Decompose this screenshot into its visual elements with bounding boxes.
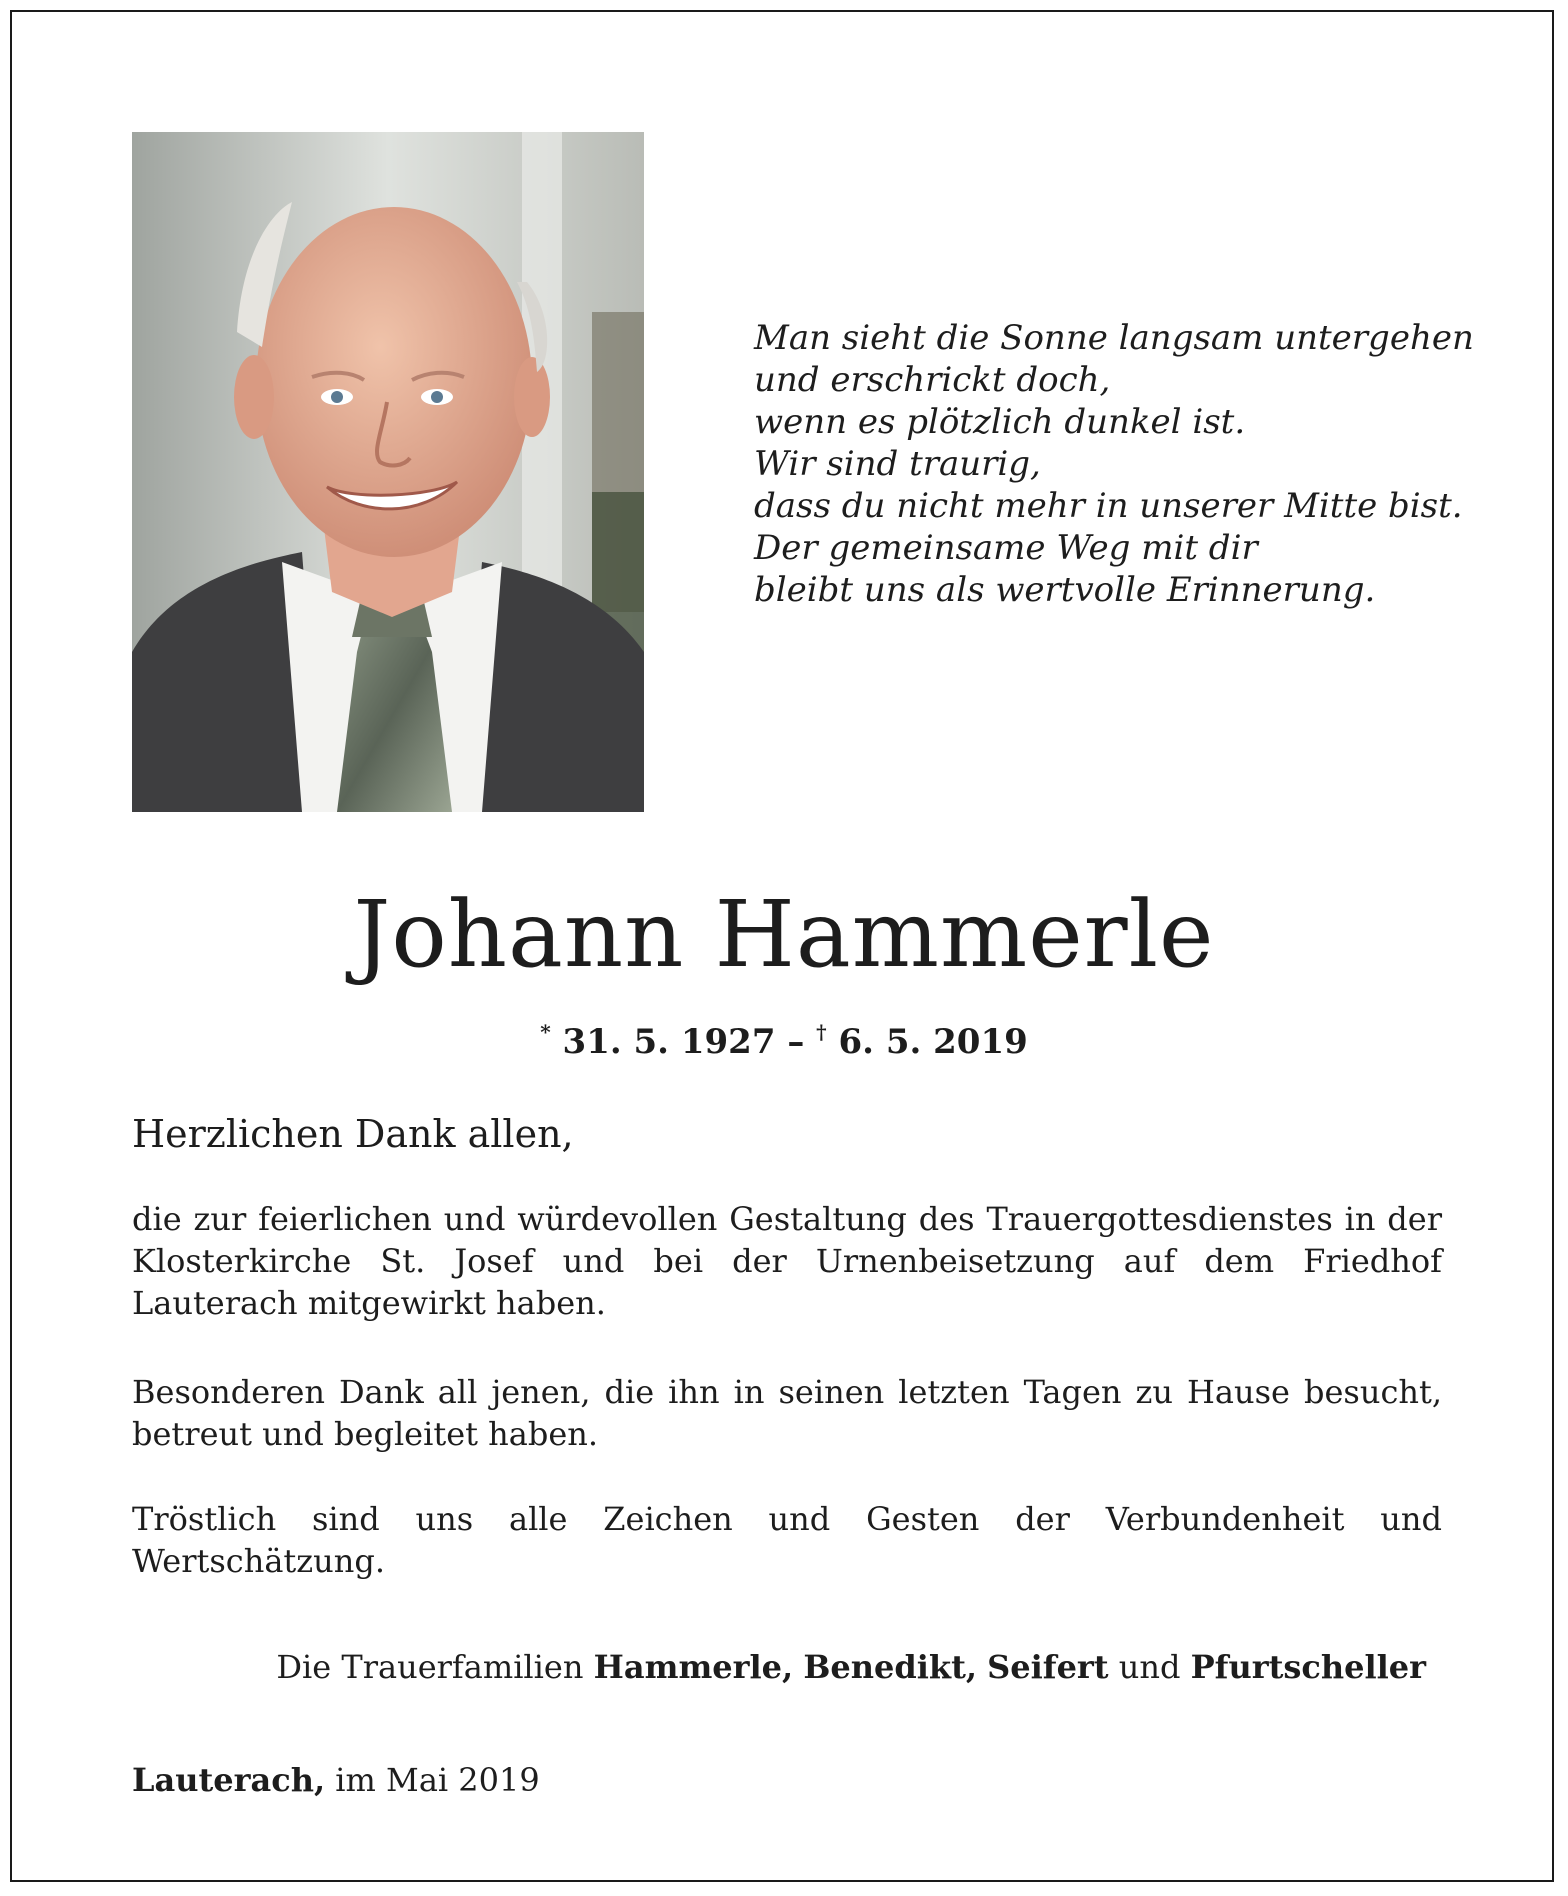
place-date xyxy=(132,1758,540,1802)
poem-line: dass du nicht mehr in unserer Mitte bist. xyxy=(754,486,1463,526)
thanks-paragraph-gestures: Tröstlich sind uns alle Zeichen und Gesten der Verbundenheit und Wertschätzung. xyxy=(132,1500,1442,1580)
poem-line: bleibt uns als wertvolle Erinnerung. xyxy=(754,570,1376,610)
family-name: Pfurtscheller xyxy=(1190,1648,1426,1686)
poem-line: Man sieht die Sonne langsam untergehen xyxy=(754,318,1474,358)
deceased-name: Johann Hammerle xyxy=(353,881,1215,988)
greeting: Herzlichen Dank allen, xyxy=(132,1112,574,1156)
death-symbol: † xyxy=(816,1020,827,1044)
family-signature xyxy=(276,1645,1426,1689)
thanks-paragraph-care: Besonderen Dank all jenen, die ihn in seinen letzten Tagen zu Hause besucht, betreut und begleitet haben. xyxy=(132,1373,1442,1453)
thanks-paragraph-service: die zur feierlichen und würdevollen Gestaltung des Trauergottesdienstes in der Klosterkirche St. Josef und bei der Urnenbeisetzung auf dem Friedhof Lauterach mitgewirkt haben. xyxy=(132,1200,1442,1322)
life-dates xyxy=(12,1010,1556,1064)
poem-line: wenn es plötzlich dunkel ist. xyxy=(754,402,1246,442)
death-date: 6. 5. 2019 xyxy=(838,1022,1028,1062)
portrait-illustration xyxy=(132,132,644,812)
signature-prefix: Die Trauerfamilien xyxy=(276,1648,594,1686)
obituary-frame xyxy=(10,10,1554,1882)
family-name: Hammerle, xyxy=(593,1648,794,1686)
birth-date: 31. 5. 1927 xyxy=(562,1022,776,1062)
date-separator: – xyxy=(775,1022,817,1062)
publication-date: im Mai 2019 xyxy=(335,1761,540,1799)
family-name: Benedikt, xyxy=(803,1648,977,1686)
poem-line: und erschrickt doch, xyxy=(754,360,1111,400)
birth-symbol: * xyxy=(540,1020,551,1044)
family-name: Seifert xyxy=(987,1648,1109,1686)
portrait-photo xyxy=(132,132,644,812)
poem-line: Der gemeinsame Weg mit dir xyxy=(754,528,1258,568)
poem-line: Wir sind traurig, xyxy=(754,444,1041,484)
place-name: Lauterach, xyxy=(132,1761,326,1799)
poem xyxy=(754,317,1474,611)
signature-conjunction: und xyxy=(1118,1648,1181,1686)
